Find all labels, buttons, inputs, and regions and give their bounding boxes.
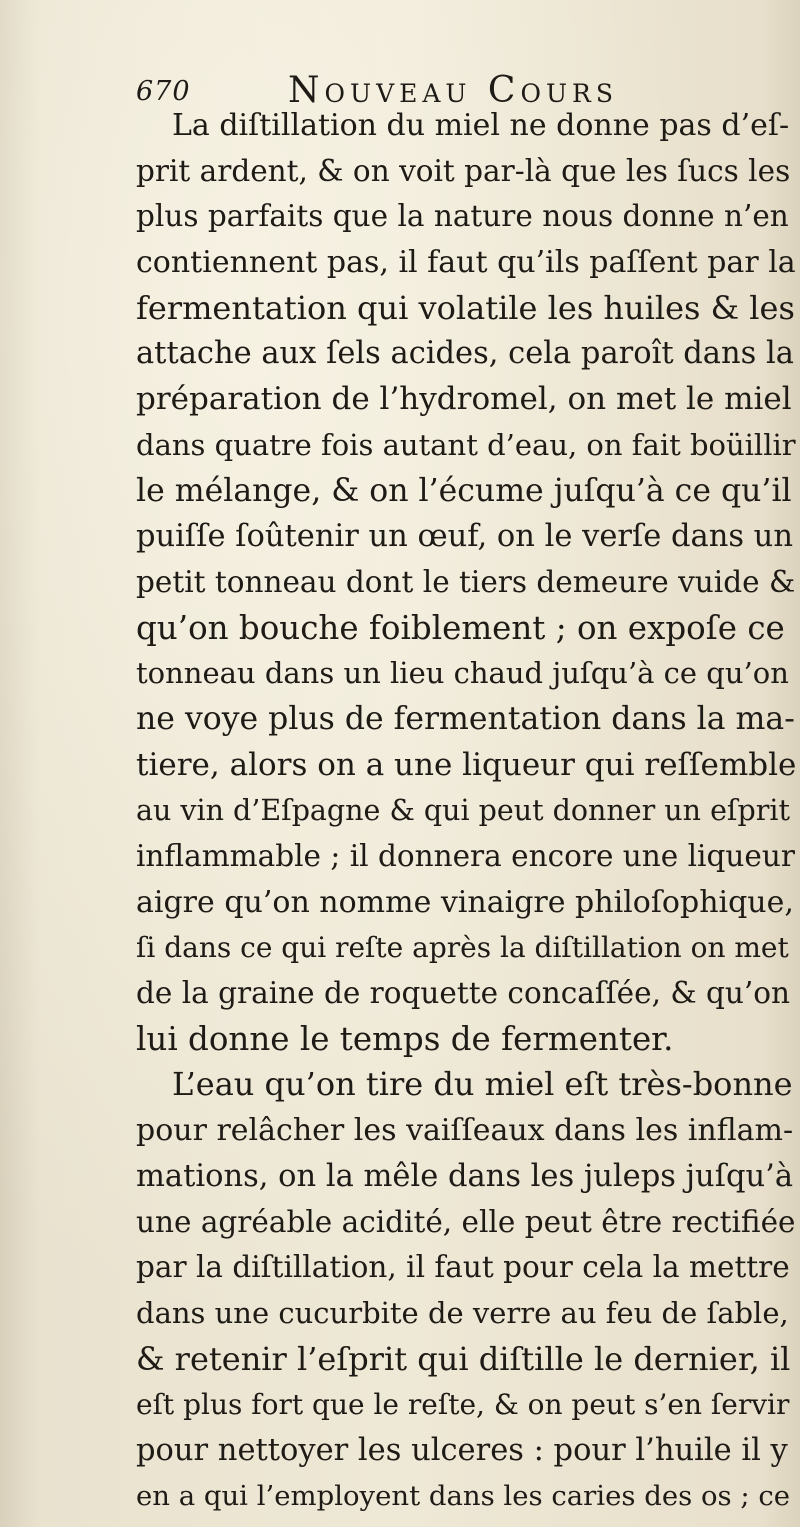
- paragraph-2: [136, 1062, 796, 1519]
- text-line: tonneau dans un lieu chaud juſqu’à ce qu’on: [136, 656, 789, 691]
- text-line: prit ardent, & on voit par-là que les ſucs les: [136, 153, 791, 188]
- text-line: eſt plus fort que le reſte, & on peut s’en ſervir: [136, 1388, 790, 1422]
- text-line: qu’on bouche foiblement ; on expoſe ce: [136, 608, 785, 647]
- text-line: dans une cucurbite de verre au feu de ſable,: [136, 1295, 789, 1330]
- text-line: lui donne le temps de fermenter.: [136, 1019, 674, 1058]
- text-line: au vin d’Eſpagne & qui peut donner un eſprit: [136, 794, 790, 828]
- text-line: dans quatre fois autant d’eau, on fait boüillir: [136, 427, 796, 462]
- text-line: ſi dans ce qui reſte après la diſtillation on met: [136, 931, 789, 965]
- text-line: ne voye plus de fermentation dans la ma-: [136, 700, 795, 737]
- paragraph-1: [136, 103, 796, 1062]
- text-line: pour relâcher les vaiſſeaux dans les inflam-: [136, 1113, 794, 1149]
- text-line: en a qui l’employent dans les caries des os ; ce: [136, 1479, 791, 1512]
- text-line: tiere, alors on a une liqueur qui reſſemble: [136, 746, 796, 783]
- text-line: le mélange, & on l’écume juſqu’à ce qu’il: [136, 472, 792, 509]
- text-line: La diſtillation du miel ne donne pas d’eſ-: [172, 108, 790, 143]
- body-text: [136, 103, 796, 1519]
- text-line: petit tonneau dont le tiers demeure vuide &: [136, 564, 796, 599]
- text-line: par la diſtillation, il faut pour cela la mettre: [136, 1250, 790, 1285]
- text-line: de la graine de roquette concaſſée, & qu’on: [136, 976, 790, 1011]
- text-line: plus parfaits que la nature nous donne n’en: [136, 199, 789, 234]
- text-line: puiſſe ſoûtenir un œuf, on le verſe dans un: [136, 519, 793, 555]
- text-line: pour nettoyer les ulceres : pour l’huile il y: [136, 1432, 788, 1468]
- text-line: L’eau qu’on tire du miel eſt très-bonne: [172, 1065, 793, 1104]
- text-line: une agréable acidité, elle peut être rectifiée: [136, 1204, 796, 1239]
- text-line: contiennent pas, il faut qu’ils paſſent par la: [136, 245, 796, 281]
- page-number: 670: [136, 76, 191, 107]
- running-title: Nouveau Cours: [288, 70, 618, 111]
- text-line: fermentation qui volatile les huiles & les: [136, 288, 795, 327]
- text-line: aigre qu’on nomme vinaigre philoſophique,: [136, 884, 794, 920]
- text-line: mations, on la mêle dans les juleps juſqu’à: [136, 1158, 794, 1194]
- text-line: attache aux ſels acides, cela paroît dans la: [136, 336, 794, 372]
- text-line: préparation de l’hydromel, on met le miel: [136, 381, 792, 418]
- text-line: inflammable ; il donnera encore une liqueur: [136, 839, 795, 873]
- text-line: & retenir l’eſprit qui diſtille le dernier, il: [136, 1339, 791, 1378]
